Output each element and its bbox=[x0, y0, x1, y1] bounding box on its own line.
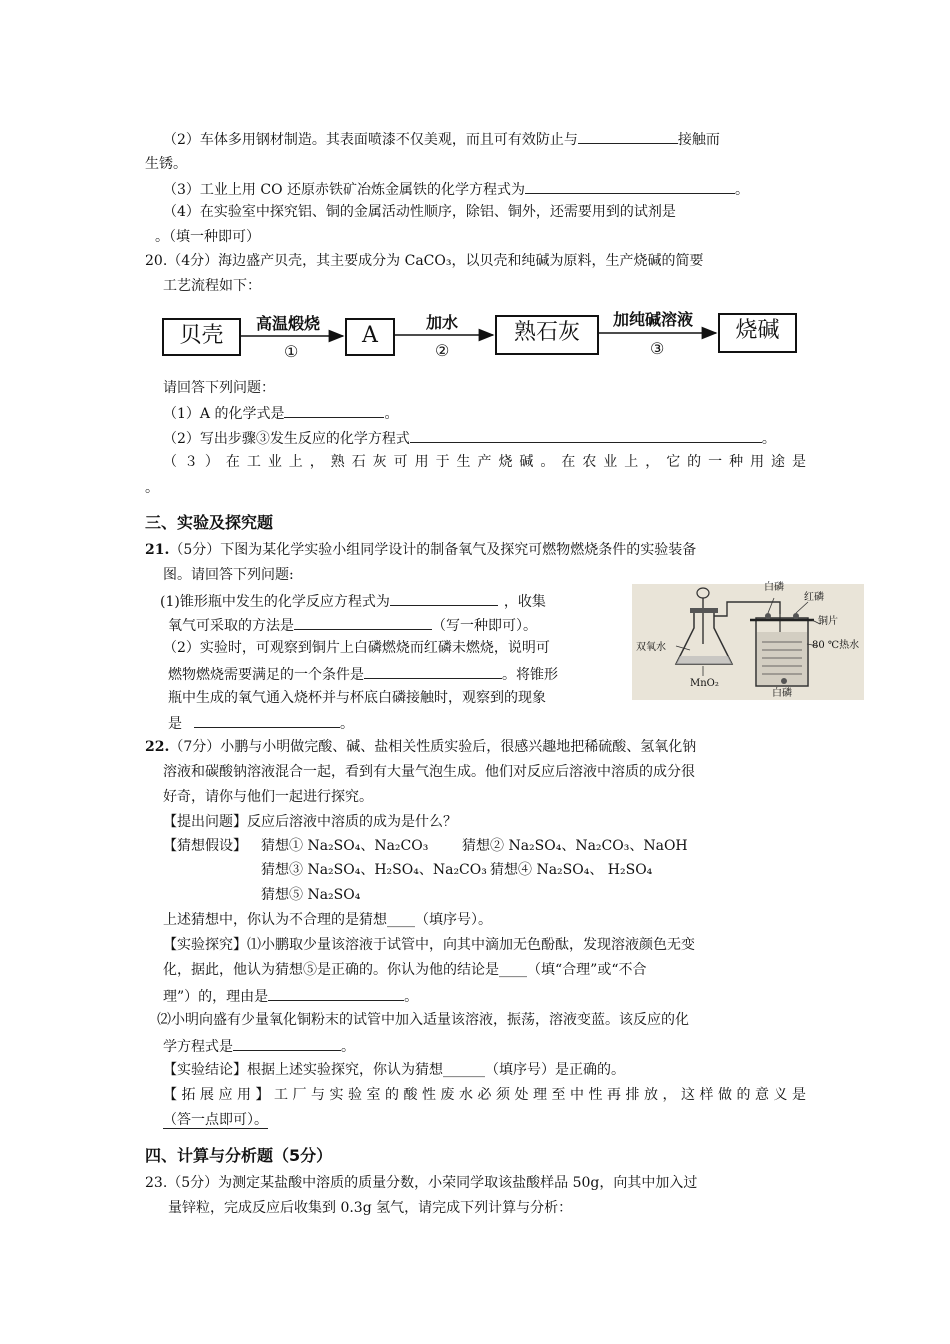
q21-stem-b: 图。请回答下列问题: bbox=[163, 567, 294, 583]
q19-line-4b: 。（填一种即可） bbox=[155, 229, 260, 245]
label-white-phosphorus-bottom: 白磷 bbox=[772, 688, 792, 699]
q22-text: （7分）小鹏与小明做完酸、碱、盐相关性质实验后，很感兴趣地把稀硫酸、氢氧化钠 bbox=[169, 739, 697, 755]
q21-text: （写一种即可）。 bbox=[432, 618, 537, 634]
q22-explore-4: ⑵小明向盛有少量氧化铜粉末的试管中加入适量该溶液，振荡，溶液变蓝。该反应的化 bbox=[157, 1012, 689, 1028]
label-hydrogen-peroxide: 双氧水 bbox=[636, 642, 666, 653]
q23-stem: 23.（5分）为测定某盐酸中溶质的质量分数，小荣同学取该盐酸样品 50g，向其中加入过 bbox=[145, 1175, 698, 1191]
question-number: 22. bbox=[145, 739, 170, 755]
q20-text: 。 bbox=[761, 431, 776, 447]
answer-blank[interactable] bbox=[194, 712, 340, 728]
label-red-phosphorus: 红磷 bbox=[804, 592, 824, 603]
q21-stem bbox=[145, 540, 696, 560]
q21-text: 。 bbox=[340, 716, 354, 732]
section-heading: 四、计算与分析题（5分） bbox=[145, 1146, 333, 1165]
q22-text: 。 bbox=[404, 989, 419, 1005]
flow-arrows bbox=[0, 0, 950, 400]
q20-text: （1）A 的化学式是 bbox=[163, 406, 285, 422]
q19-text: （2）车体多用钢材制造。其表面喷漆不仅美观，而且可有效防止与 bbox=[163, 132, 578, 148]
flow-box-shell: 贝壳 bbox=[162, 318, 241, 356]
q20-part-3b: 。 bbox=[145, 480, 159, 496]
q22-guess-2: 猜想② Na₂SO₄、Na₂CO₃、NaOH bbox=[462, 838, 688, 854]
answer-blank[interactable] bbox=[268, 985, 404, 1001]
q19-line-4: （4）在实验室中探究铝、铜的金属活动性顺序，除铝、铜外，还需要用到的试剂是 bbox=[163, 204, 676, 220]
flow-step-label: 加纯碱溶液 bbox=[613, 310, 694, 329]
q21-part-2b bbox=[168, 663, 558, 685]
q22-guess-5: 猜想⑤ Na₂SO₄ bbox=[261, 887, 361, 903]
q22-conclusion: 【实验结论】根据上述实验探究，你认为猜想______（填序号）是正确的。 bbox=[163, 1062, 625, 1078]
label-white-phosphorus: 白磷 bbox=[764, 582, 784, 593]
q20-text: 。 bbox=[384, 406, 399, 422]
q22-explore-5 bbox=[163, 1035, 355, 1057]
q21-text: ，收集 bbox=[503, 594, 546, 610]
q22-text: 学方程式是 bbox=[163, 1039, 233, 1055]
answer-blank[interactable] bbox=[364, 663, 502, 679]
q21-text: 燃物燃烧需要满足的一个条件是 bbox=[168, 667, 364, 683]
answer-blank[interactable] bbox=[233, 1035, 341, 1051]
q20-part-1 bbox=[163, 402, 398, 424]
q20-text: （2）写出步骤③发生反应的化学方程式 bbox=[163, 431, 410, 447]
q22-guess-3: 猜想③ Na₂SO₄、H₂SO₄、Na₂CO₃ bbox=[261, 862, 487, 878]
q21-text: 氧气可采取的方法是 bbox=[168, 618, 294, 634]
answer-blank[interactable] bbox=[284, 402, 384, 418]
q20-stem: 20.（4分）海边盛产贝壳，其主要成分为 CaCO₃，以贝壳和纯碱为原料，生产烧碱的简要 bbox=[145, 253, 704, 269]
flow-step-number: ③ bbox=[650, 339, 665, 358]
q22-explore-2: 化，据此，他认为猜想⑤是正确的。你认为他的结论是____（填“合理”或“不合 bbox=[163, 962, 647, 978]
answer-blank[interactable] bbox=[390, 590, 498, 606]
q20-ask: 请回答下列问题： bbox=[163, 380, 275, 396]
q21-text: 是 bbox=[168, 716, 182, 732]
q21-part-1 bbox=[160, 590, 546, 612]
label-mno2: MnO₂ bbox=[690, 678, 719, 689]
q19-text: （3）工业上用 CO 还原赤铁矿冶炼金属铁的化学方程式为 bbox=[163, 182, 525, 198]
q22-guess-4: 猜想④ Na₂SO₄、 H₂SO₄ bbox=[490, 862, 653, 878]
flow-box-slaked-lime: 熟石灰 bbox=[495, 315, 599, 355]
q23-stem-b: 量锌粒，完成反应后收集到 0.3g 氢气，请完成下列计算与分析： bbox=[168, 1200, 573, 1216]
q22-explore-1: 【实验探究】⑴小鹏取少量该溶液于试管中，向其中滴加无色酚酞，发现溶液颜色无变 bbox=[163, 937, 695, 953]
q22-guess-1: 猜想① Na₂SO₄、Na₂CO₃ bbox=[261, 838, 429, 854]
q22-explore-3 bbox=[163, 985, 418, 1007]
q22-text: 理”）的，理由是 bbox=[163, 989, 269, 1005]
answer-blank[interactable] bbox=[294, 614, 432, 630]
flow-step-number: ② bbox=[435, 341, 450, 360]
section-heading: 三、实验及探究题 bbox=[145, 513, 274, 532]
q22-extend-b bbox=[163, 1110, 268, 1130]
flow-step-label: 加水 bbox=[426, 313, 459, 332]
q19-text: 。 bbox=[735, 182, 749, 198]
label-copper-plate: 铜片 bbox=[818, 616, 838, 627]
q22-unreasonable: 上述猜想中，你认为不合理的是猜想____（填序号）。 bbox=[163, 912, 492, 928]
q20-stem-b: 工艺流程如下： bbox=[163, 278, 261, 294]
q22-text: 。 bbox=[341, 1039, 355, 1055]
q22-problem: 【提出问题】反应后溶液中溶质的成为是什么？ bbox=[163, 814, 457, 830]
q21-part-2: （2）实验时，可观察到铜片上白磷燃烧而红磷未燃烧，说明可 bbox=[163, 640, 550, 656]
flow-box-a: A bbox=[345, 318, 395, 356]
answer-blank[interactable] bbox=[410, 427, 762, 443]
q21-part-2c: 瓶中生成的氧气通入烧杯并与杯底白磷接触时，观察到的现象 bbox=[168, 690, 546, 706]
q22-text: （答一点即可）。 bbox=[163, 1112, 268, 1128]
q22-extend: 【拓展应用】工厂与实验室的酸性废水必须处理至中性再排放，这样做的意义是 bbox=[163, 1087, 806, 1103]
flow-step-label: 高温煅烧 bbox=[256, 314, 321, 333]
q19-text: 接触而 bbox=[677, 132, 720, 148]
flow-step-number: ① bbox=[284, 342, 299, 361]
question-number: 21. bbox=[145, 542, 170, 558]
q22-hypothesis-label: 【猜想假设】 bbox=[163, 838, 247, 854]
q21-text: 。将锥形 bbox=[502, 667, 558, 683]
label-hot-water: 80 ℃热水 bbox=[812, 640, 860, 651]
flow-box-caustic-soda: 烧碱 bbox=[718, 313, 797, 353]
q22-stem-c: 好奇，请你与他们一起进行探究。 bbox=[163, 789, 373, 805]
q20-part-2 bbox=[163, 427, 776, 449]
q21-text: (1)锥形瓶中发生的化学反应方程式为 bbox=[160, 594, 390, 610]
apparatus-figure bbox=[632, 584, 864, 700]
q21-part-1b bbox=[168, 614, 537, 636]
q21-part-2d bbox=[168, 712, 354, 734]
q22-stem bbox=[145, 737, 696, 757]
q22-stem-b: 溶液和碳酸钠溶液混合一起，看到有大量气泡生成。他们对反应后溶液中溶质的成分很 bbox=[163, 764, 695, 780]
q19-line-2b: 生锈。 bbox=[145, 156, 187, 172]
q20-part-3: （３）在工业上，熟石灰可用于生产烧碱。在农业上，它的一种用途是 bbox=[163, 454, 806, 470]
q21-text: （5分）下图为某化学实验小组同学设计的制备氧气及探究可燃物燃烧条件的实验装备 bbox=[169, 542, 697, 558]
